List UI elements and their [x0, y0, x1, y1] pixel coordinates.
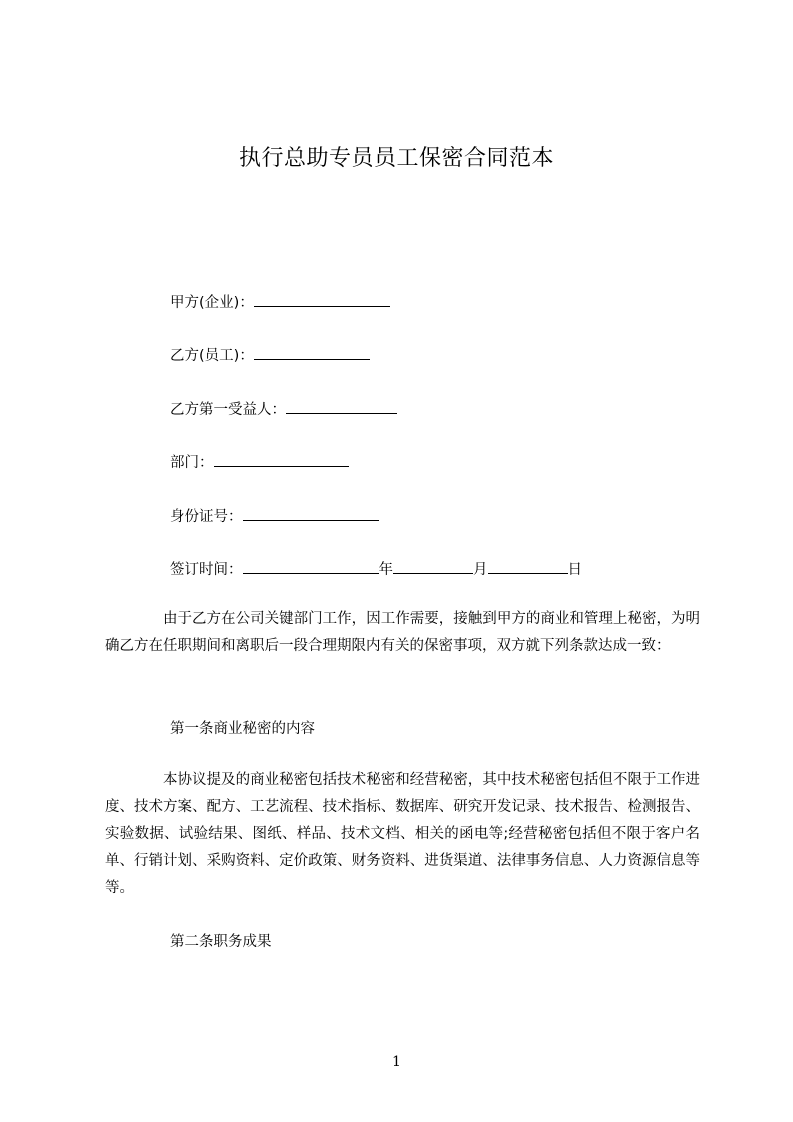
article2-heading: 第二条职务成果	[170, 934, 272, 950]
beneficiary-blank[interactable]	[286, 399, 397, 414]
intro-paragraph: 由于乙方在公司关键部门工作，因工作需要，接触到甲方的商业和管理上秘密，为明确乙方在任职期间和离职后一段合理期限内有关的保密事项，双方就下列条款达成一致：	[105, 611, 700, 654]
department-field	[170, 452, 349, 473]
article1-paragraph: 本协议提及的商业秘密包括技术秘密和经营秘密，其中技术秘密包括但不限于工作进度、技术方案、配方、工艺流程、技术指标、数据库、研究开发记录、技术报告、检测报告、实验数据、试验结果、图纸、样品、技术文档、相关的函电等;经营秘密包括但不限于客户名单、行销计划、采购资料、定价政策、财务资料、进货渠道、法律事务信息、人力资源信息等等。	[105, 772, 700, 896]
sign-year-blank[interactable]	[243, 559, 379, 574]
sign-time-label: 签订时间：	[170, 562, 243, 578]
id-number-blank[interactable]	[243, 506, 379, 521]
party-b-label: 乙方(员工)：	[170, 348, 254, 364]
sign-month-blank[interactable]	[393, 559, 473, 574]
beneficiary-field	[170, 399, 397, 420]
id-number-label: 身份证号：	[170, 509, 243, 525]
department-blank[interactable]	[214, 452, 349, 467]
id-number-field	[170, 506, 379, 527]
party-b-blank[interactable]	[254, 345, 370, 360]
sign-day-blank[interactable]	[488, 559, 568, 574]
party-a-blank[interactable]	[254, 292, 390, 307]
sign-time-field	[170, 559, 582, 580]
party-a-field	[170, 292, 390, 313]
department-label: 部门：	[170, 455, 214, 471]
party-b-field	[170, 345, 370, 366]
year-label: 年	[378, 562, 393, 578]
party-a-label: 甲方(企业)：	[170, 295, 254, 311]
article1-heading: 第一条商业秘密的内容	[170, 721, 315, 737]
month-label: 月	[473, 562, 488, 578]
document-title: 执行总助专员员工保密合同范本	[238, 146, 554, 171]
day-label: 日	[567, 562, 582, 578]
beneficiary-label: 乙方第一受益人：	[170, 402, 286, 418]
page-number: 1	[392, 1054, 401, 1070]
